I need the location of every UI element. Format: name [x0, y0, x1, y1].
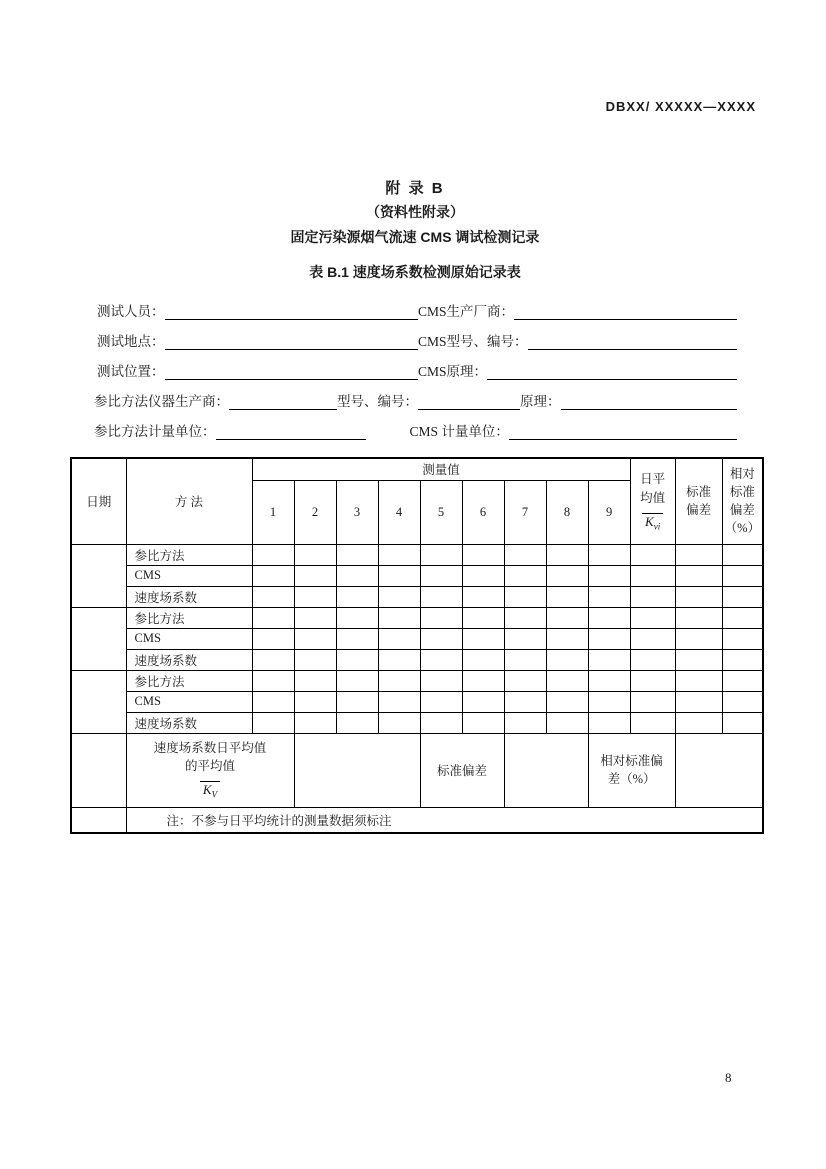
value-cell — [420, 607, 462, 628]
value-cell — [336, 565, 378, 586]
value-cell — [462, 628, 504, 649]
form-row-2 — [70, 333, 760, 353]
rel-std-value-cell — [722, 544, 763, 565]
method-cell: 速度场系数 — [126, 649, 252, 670]
summary-row — [71, 733, 763, 807]
table-row — [71, 670, 763, 691]
cms-unit-label: CMS 计量单位： — [409, 424, 509, 439]
record-table — [70, 457, 764, 834]
test-location-label: 测试地点： — [97, 334, 165, 349]
std-dev-value-cell — [675, 586, 722, 607]
date-cell — [71, 544, 126, 607]
value-cell — [462, 586, 504, 607]
std-dev-value-cell — [675, 607, 722, 628]
daily-avg-value-cell — [630, 607, 675, 628]
std-dev-header-cell: 标准 偏差 — [675, 458, 722, 544]
value-cell — [294, 586, 336, 607]
cms-manufacturer-label: CMS生产厂商： — [418, 304, 515, 319]
value-cell — [420, 565, 462, 586]
value-cell — [378, 544, 420, 565]
method-cell: 参比方法 — [126, 670, 252, 691]
daily-avg-value-cell — [630, 712, 675, 733]
measurement-header-cell: 测量值 — [252, 458, 630, 480]
appendix-title: 附 录 B — [385, 180, 445, 197]
value-cell — [504, 649, 546, 670]
value-cell — [378, 586, 420, 607]
std-dev-value-cell — [675, 565, 722, 586]
value-cell — [504, 670, 546, 691]
value-cell — [420, 691, 462, 712]
value-cell — [294, 628, 336, 649]
std-dev-value-cell — [675, 670, 722, 691]
kvi-symbol: $K_{vi}$ — [642, 513, 663, 532]
daily-avg-value-cell — [630, 565, 675, 586]
std-dev-value-cell — [675, 628, 722, 649]
tester-blank-line — [165, 304, 419, 320]
value-cell — [336, 670, 378, 691]
std-dev-value-cell — [675, 649, 722, 670]
table-caption: 表 B.1 速度场系数检测原始记录表 — [309, 264, 521, 280]
value-cell — [294, 544, 336, 565]
value-cell — [294, 607, 336, 628]
value-cell — [420, 628, 462, 649]
kv-symbol: $K_V$ — [200, 781, 220, 800]
value-cell — [588, 586, 630, 607]
form-row-5 — [70, 423, 760, 443]
summary-rel-std-label-cell: 相对标准偏 差（%） — [588, 733, 675, 807]
value-cell — [252, 712, 294, 733]
reference-model-blank-line — [418, 394, 520, 410]
value-cell — [462, 649, 504, 670]
col-header-7: 7 — [504, 480, 546, 544]
value-cell — [336, 586, 378, 607]
col-header-2: 2 — [294, 480, 336, 544]
daily-avg-value-cell — [630, 628, 675, 649]
method-cell: 参比方法 — [126, 544, 252, 565]
rel-std-dev-header-cell: 相对 标准 偏差 （%） — [722, 458, 763, 544]
daily-avg-value-cell — [630, 544, 675, 565]
value-cell — [252, 544, 294, 565]
value-cell — [546, 670, 588, 691]
col-header-5: 5 — [420, 480, 462, 544]
rel-std-value-cell — [722, 565, 763, 586]
method-cell: CMS — [126, 565, 252, 586]
col-header-9: 9 — [588, 480, 630, 544]
rel-std-value-cell — [722, 628, 763, 649]
value-cell — [252, 691, 294, 712]
form-row-4 — [70, 393, 760, 413]
method-cell: 参比方法 — [126, 607, 252, 628]
value-cell — [294, 712, 336, 733]
value-cell — [504, 565, 546, 586]
value-cell — [294, 565, 336, 586]
cms-model-blank-line — [528, 334, 737, 350]
cms-model-label: CMS型号、编号： — [418, 334, 528, 349]
test-position-label: 测试位置： — [97, 364, 165, 379]
test-location-blank-line — [165, 334, 419, 350]
value-cell — [420, 712, 462, 733]
form-row-1 — [70, 303, 760, 323]
summary-std-dev-label-cell: 标准偏差 — [420, 733, 504, 807]
value-cell — [588, 691, 630, 712]
doc-code: DBXX/ XXXXX—XXXX — [605, 99, 756, 114]
value-cell — [252, 670, 294, 691]
method-cell: 速度场系数 — [126, 586, 252, 607]
daily-avg-value-cell — [630, 670, 675, 691]
value-cell — [462, 607, 504, 628]
col-header-1: 1 — [252, 480, 294, 544]
col-header-4: 4 — [378, 480, 420, 544]
value-cell — [546, 586, 588, 607]
value-cell — [462, 691, 504, 712]
table-row — [71, 544, 763, 565]
value-cell — [588, 628, 630, 649]
value-cell — [546, 628, 588, 649]
value-cell — [378, 628, 420, 649]
std-dev-value-cell — [675, 691, 722, 712]
table-row — [71, 712, 763, 733]
value-cell — [336, 712, 378, 733]
value-cell — [294, 691, 336, 712]
rel-std-value-cell — [722, 691, 763, 712]
rel-std-value-cell — [722, 607, 763, 628]
daily-avg-value-cell — [630, 691, 675, 712]
value-cell — [336, 691, 378, 712]
reference-principle-label: 原理： — [520, 394, 561, 409]
daily-average-header-cell: 日平 均值 $K_{vi}$ — [630, 458, 675, 544]
value-cell — [378, 691, 420, 712]
value-cell — [294, 649, 336, 670]
table-row — [71, 649, 763, 670]
value-cell — [462, 565, 504, 586]
form-row-3 — [70, 363, 760, 383]
value-cell — [546, 544, 588, 565]
value-cell — [252, 628, 294, 649]
value-cell — [546, 565, 588, 586]
std-dev-value-cell — [675, 544, 722, 565]
value-cell — [588, 649, 630, 670]
cms-manufacturer-blank-line — [514, 304, 737, 320]
value-cell — [378, 607, 420, 628]
date-cell — [71, 607, 126, 670]
value-cell — [462, 670, 504, 691]
method-cell: CMS — [126, 691, 252, 712]
table-row — [71, 628, 763, 649]
method-cell: 速度场系数 — [126, 712, 252, 733]
value-cell — [462, 544, 504, 565]
table-row — [71, 586, 763, 607]
table-row — [71, 691, 763, 712]
appendix-note: （资料性附录） — [366, 204, 464, 220]
value-cell — [504, 691, 546, 712]
method-header-cell: 方 法 — [126, 458, 252, 544]
value-cell — [252, 565, 294, 586]
table-row — [71, 565, 763, 586]
value-cell — [588, 607, 630, 628]
value-cell — [378, 670, 420, 691]
value-cell — [420, 544, 462, 565]
overall-average-label-cell: 速度场系数日平均值 的平均值 $K_V$ — [126, 733, 294, 807]
rel-std-value-cell — [722, 712, 763, 733]
method-cell: CMS — [126, 628, 252, 649]
value-cell — [378, 712, 420, 733]
value-cell — [420, 649, 462, 670]
value-cell — [252, 586, 294, 607]
value-cell — [420, 586, 462, 607]
daily-avg-value-cell — [630, 586, 675, 607]
reference-model-label: 型号、编号： — [337, 394, 418, 409]
reference-unit-blank-line — [216, 424, 366, 440]
value-cell — [336, 544, 378, 565]
rel-std-value-cell — [722, 649, 763, 670]
value-cell — [546, 607, 588, 628]
value-cell — [546, 712, 588, 733]
value-cell — [336, 628, 378, 649]
value-cell — [294, 670, 336, 691]
table-row — [71, 607, 763, 628]
value-cell — [252, 649, 294, 670]
page-number: 8 — [725, 1070, 732, 1085]
overall-average-value-cell — [294, 733, 420, 807]
value-cell — [378, 565, 420, 586]
reference-instrument-manufacturer-label: 参比方法仪器生产商： — [94, 394, 229, 409]
appendix-heading: 固定污染源烟气流速 CMS 调试检测记录 — [290, 229, 540, 245]
value-cell — [588, 712, 630, 733]
value-cell — [420, 670, 462, 691]
value-cell — [588, 670, 630, 691]
cms-principle-blank-line — [487, 364, 737, 380]
reference-instrument-manufacturer-blank-line — [229, 394, 337, 410]
value-cell — [462, 712, 504, 733]
note-cell: 注：不参与日平均统计的测量数据须标注 — [126, 807, 763, 833]
value-cell — [546, 691, 588, 712]
note-row — [71, 807, 763, 833]
cms-unit-blank-line — [509, 424, 737, 440]
value-cell — [588, 565, 630, 586]
test-position-blank-line — [165, 364, 419, 380]
col-header-6: 6 — [462, 480, 504, 544]
summary-std-dev-value-cell — [504, 733, 588, 807]
cms-principle-label: CMS原理： — [418, 364, 488, 379]
rel-std-value-cell — [722, 586, 763, 607]
reference-principle-blank-line — [561, 394, 738, 410]
std-dev-value-cell — [675, 712, 722, 733]
date-cell — [71, 670, 126, 733]
value-cell — [504, 628, 546, 649]
col-header-8: 8 — [546, 480, 588, 544]
reference-unit-label: 参比方法计量单位： — [94, 424, 216, 439]
value-cell — [504, 607, 546, 628]
value-cell — [378, 649, 420, 670]
col-header-3: 3 — [336, 480, 378, 544]
date-header-cell: 日期 — [71, 458, 126, 544]
value-cell — [252, 607, 294, 628]
value-cell — [504, 712, 546, 733]
value-cell — [504, 586, 546, 607]
summary-rel-std-value-cell — [675, 733, 763, 807]
value-cell — [336, 649, 378, 670]
date-cell — [71, 733, 126, 807]
value-cell — [546, 649, 588, 670]
tester-label: 测试人员： — [97, 304, 165, 319]
daily-avg-value-cell — [630, 649, 675, 670]
note-spacer-cell — [71, 807, 126, 833]
value-cell — [336, 607, 378, 628]
value-cell — [588, 544, 630, 565]
value-cell — [504, 544, 546, 565]
rel-std-value-cell — [722, 670, 763, 691]
